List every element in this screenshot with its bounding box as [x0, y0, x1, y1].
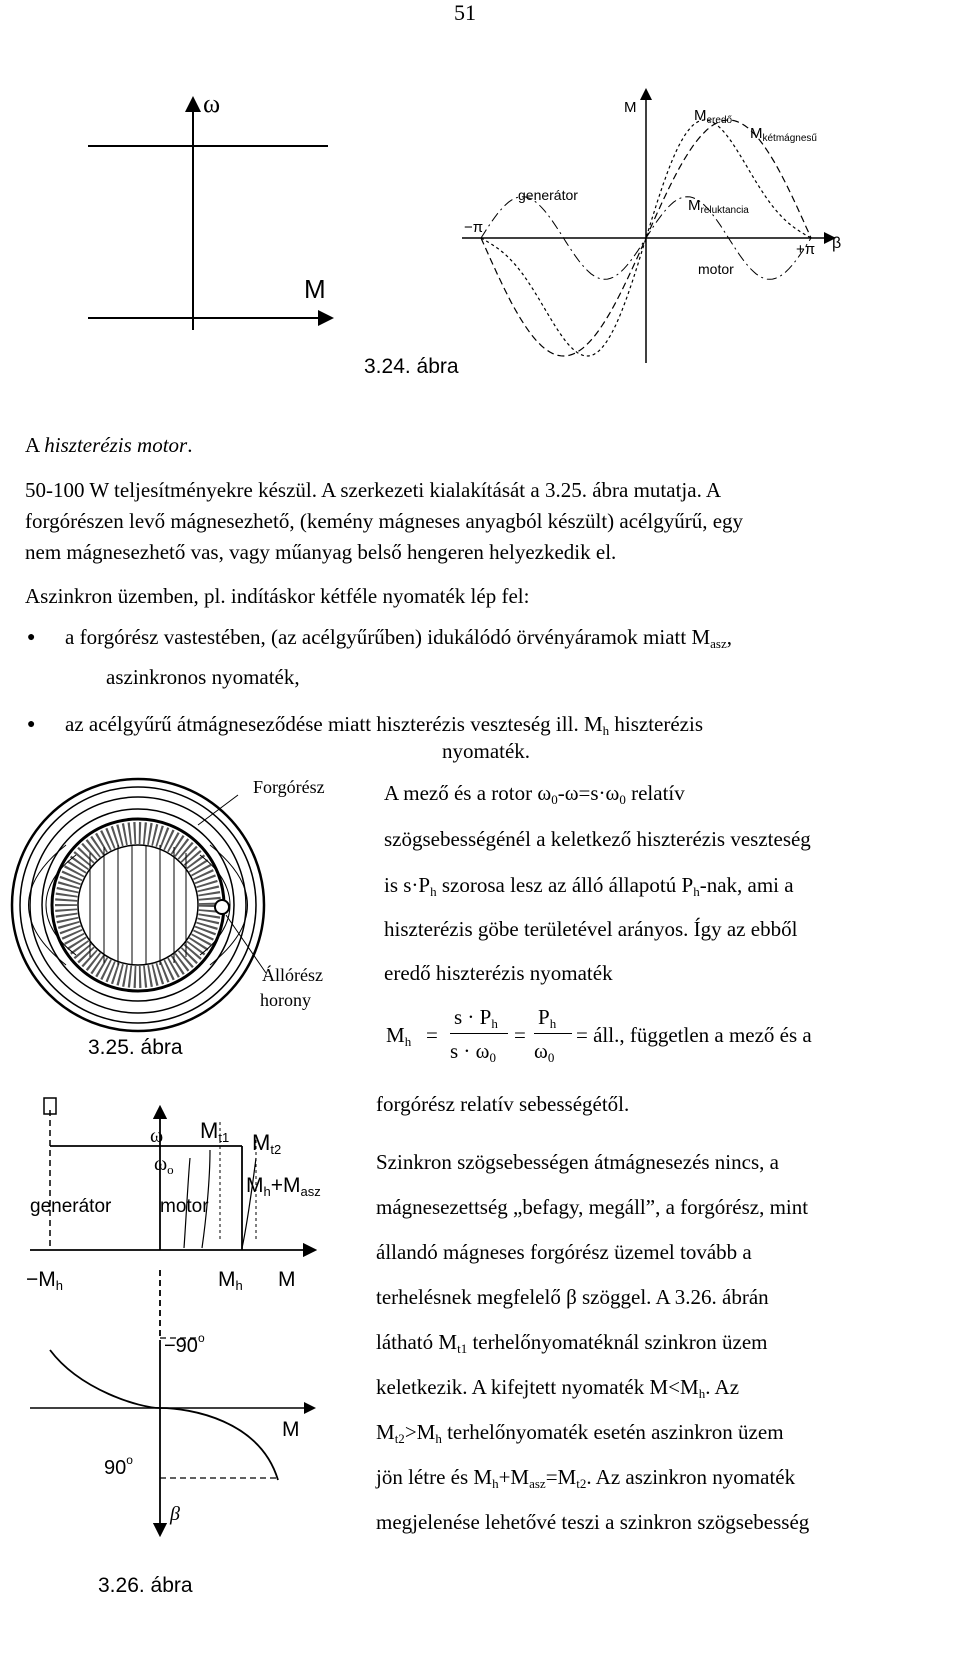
fig-3-25-motor-cross-section	[6, 775, 361, 1065]
p2-line-4: terhelésnek megfelelő β szöggel. A 3.26. ábrán	[376, 1285, 769, 1309]
m-label: M	[278, 1268, 296, 1291]
page-number: 51	[454, 0, 476, 25]
fig-3-26-characteristics	[20, 1090, 360, 1560]
fig-3-24-torque-angle-chart	[462, 88, 862, 368]
right-line-5: eredő hiszterézis nyomaték	[384, 961, 613, 985]
right-line-3: is $s\cdot P_h$ szorosa lesz az álló állapotú $P_h$-nak, ami a	[384, 873, 794, 899]
omega0-label: $\omega_o$	[154, 1153, 174, 1177]
p2-line-5: látható $M_{t1}$ terhelőnyomatéknál szinkron üzem	[376, 1330, 768, 1356]
p2-line-6: keletkezik. A kifejtett nyomaték $M<M_h$. Az	[376, 1375, 740, 1401]
paragraph-line-4: Aszinkron üzemben, pl. indításkor kétféle nyomaték lép fel:	[25, 584, 530, 608]
neg90-label: $-90^o$	[164, 1331, 205, 1357]
rotor-inner-cylinder	[78, 845, 198, 965]
mh-masz-label: Mh+Masz	[246, 1174, 321, 1199]
bullet-2: az acélgyűrű átmágneseződése miatt hiszterézis veszteség ill. $M_h$ hiszterézis	[65, 712, 703, 738]
omega-label: ω	[203, 90, 221, 118]
fig-3-26-caption: 3.26. ábra	[98, 1574, 193, 1597]
fig-3-24-caption: 3.24. ábra	[364, 355, 459, 378]
formula-num-1: $s \cdot P_h$	[454, 1005, 498, 1031]
p2-line-2: mágnesezettség „befagy, megáll”, a forgórész, mint	[376, 1195, 809, 1219]
generator-label: generátor	[30, 1196, 112, 1217]
omega-label: ω	[150, 1125, 164, 1147]
bullet-dot-2: ●	[27, 717, 36, 732]
formula-rest: = áll., független a mező és a	[576, 1023, 812, 1047]
generator-label: generátor	[518, 187, 578, 203]
formula-num-2: $P_h$	[538, 1005, 557, 1031]
mt1-label: Mt1	[200, 1118, 230, 1145]
mh-label: Mh	[218, 1268, 243, 1293]
paragraph-line-2: forgórészen levő mágnesezhető, (kemény mágneses anyagból készült) acélgyűrű, egy	[25, 509, 744, 533]
stator-slot	[215, 900, 229, 914]
beta-m-curve	[50, 1350, 278, 1480]
right-line-1: A mező és a rotor $\omega_0-\omega=s\cdot\omega_0$ relatív	[384, 781, 685, 807]
p2-line-8: jön létre és $M_h+M_{asz}=M_{t2}$. Az aszinkron nyomaték	[376, 1465, 796, 1491]
m-axis-label: M	[624, 99, 637, 116]
plus-pi-label: +π	[796, 241, 816, 258]
bullet-2-continued: nyomaték.	[442, 739, 531, 763]
formula-den-1: $s \cdot \omega_0$	[450, 1039, 496, 1065]
forgoresz-label: Forgórész	[253, 777, 325, 797]
section-title: A hiszterézis motor.	[25, 433, 193, 457]
beta-label: β	[170, 1503, 180, 1525]
fraction-bar-1	[450, 1033, 508, 1034]
m-ketmagnesu-label: $M_{kétmágnesű}$	[750, 125, 817, 144]
m-eredo-label: $M_{eredő}$	[694, 107, 733, 126]
p2-line-3: állandó mágneses forgórész üzemel tovább a	[376, 1240, 752, 1264]
right-line-4: hiszterézis göbe területével arányos. Így az ebből	[384, 917, 798, 941]
m-label: M	[304, 274, 326, 304]
mt2-label: Mt2	[252, 1130, 282, 1157]
title-prefix: A	[25, 433, 45, 457]
bullet-dot-1: ●	[27, 630, 36, 645]
p2-line-7: $M_{t2}>M_h$ terhelőnyomaték esetén aszinkron üzem	[376, 1420, 784, 1446]
m-label-lower: M	[282, 1418, 300, 1441]
horony-label: horony	[260, 990, 311, 1010]
alloresz-label: Állórész	[262, 965, 323, 985]
motor-label: motor	[160, 1196, 209, 1217]
formula-lhs: $M_h$	[386, 1023, 412, 1049]
pos90-label: 90$^o$	[104, 1453, 133, 1479]
fraction-bar-2	[534, 1033, 572, 1034]
paragraph-line-1: 50-100 W teljesítményekre készül. A szerkezeti kialakítását a 3.25. ábra mutatja. A	[25, 478, 722, 502]
m-reluktancia-label: $M_{reluktancia}$	[688, 197, 749, 216]
fig-3-25-caption: 3.25. ábra	[88, 1036, 183, 1059]
bullet-1: a forgórész vastestében, (az acélgyűrűben) idukálódó örvényáramok miatt $M_{asz}$,	[65, 625, 732, 651]
fig-3-24-omega-m-diagram	[88, 90, 358, 350]
title-italic: hiszterézis motor	[44, 433, 188, 457]
bullet-1-continued: aszinkronos nyomaték,	[106, 665, 300, 689]
motor-label: motor	[698, 261, 734, 277]
right-line-2: szögsebességénél a keletkező hiszterézis veszteség	[384, 827, 811, 851]
minus-pi-label: −π	[464, 219, 484, 236]
p2-line-1: Szinkron szögsebességen átmágnesezés nincs, a	[376, 1150, 779, 1174]
paragraph-line-3: nem mágnesezhető vas, vagy műanyag belső hengeren helyezkedik el.	[25, 540, 617, 564]
beta-label: β	[832, 235, 842, 252]
formula-den-2: $\omega_0$	[534, 1039, 555, 1065]
p2-line-9: megjelenése lehetővé teszi a szinkron szögsebesség	[376, 1510, 810, 1534]
hysteresis-torque-formula: $M_h$ = $s \cdot P_h$ $s \cdot \omega_0$ = $P_h$ $\omega_0$ = áll., független a mező és a	[386, 1005, 812, 1065]
right-line-6: forgórész relatív sebességétől.	[376, 1092, 630, 1116]
neg-mh-label: −Mh	[26, 1268, 63, 1293]
